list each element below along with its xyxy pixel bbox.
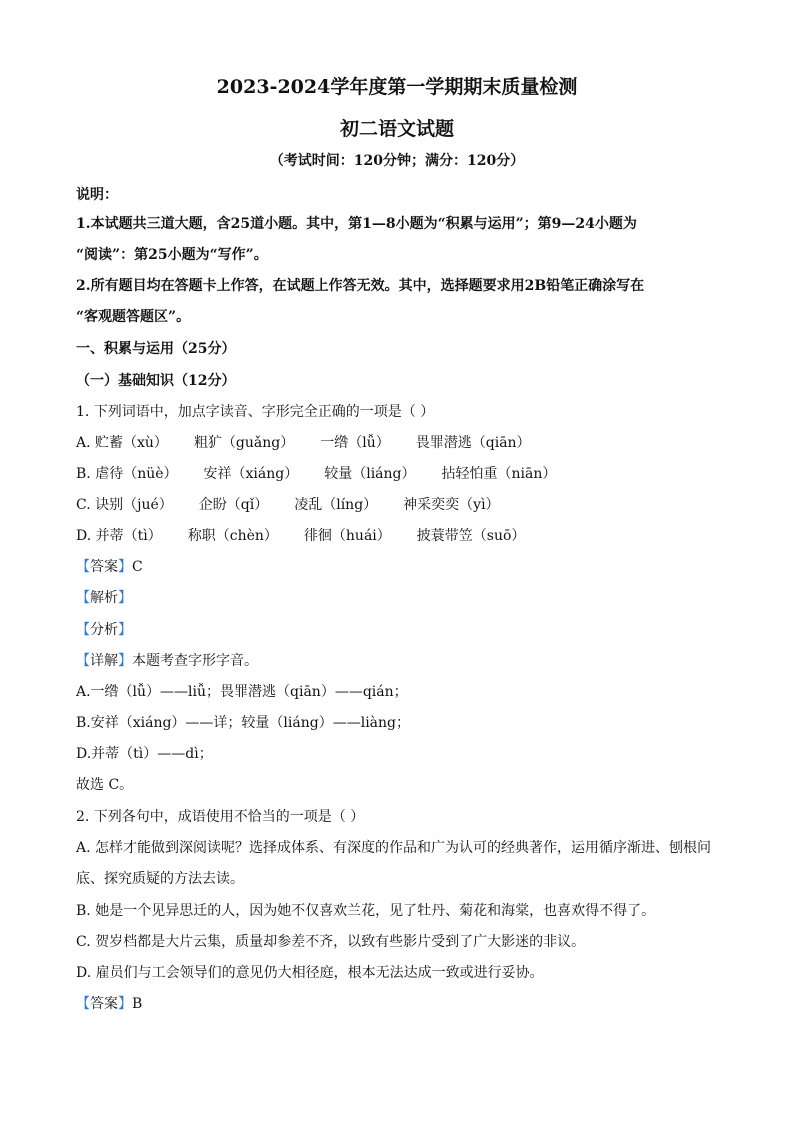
q1-option-a-4: 畏罪潜逃（qiān） [415, 435, 531, 451]
section1-heading: 一、积累与运用（25分） [76, 341, 236, 357]
q1-option-a-3: 一绺（lǚ） [320, 435, 390, 451]
notes-line2b: “客观题答题区”。 [76, 309, 191, 325]
q1-option-c-1: C. 诀别（jué） [76, 497, 173, 513]
q1-jiexi-label: 解析 [90, 590, 118, 606]
q1-xiangjie-text: 本题考查字形字音。 [132, 653, 258, 669]
q2-option-a-line2: 底、探究质疑的方法去读。 [76, 871, 244, 887]
q1-option-b-2: 安祥（xiáng） [203, 466, 299, 482]
q1-option-c-2: 企盼（qǐ） [198, 497, 269, 513]
q2-option-a-line1: A. 怎样才能做到深阅读呢？选择成体系、有深度的作品和广为认可的经典著作，运用循序渐进、刨根问 [76, 840, 712, 856]
q1-option-d-4: 披蓑带笠（suō） [416, 528, 526, 544]
q1-option-b-1: B. 虐待（nüè） [76, 466, 178, 482]
q1-explanation-b: B.安祥（xiáng）——详；较量（liáng）——liàng； [76, 715, 410, 731]
q1-option-a [76, 432, 557, 452]
q1-option-c-4: 神采奕奕（yì） [403, 497, 500, 513]
q2-answer: 【答案】B [76, 996, 143, 1012]
q1-jiexi: 【解析】 [76, 590, 132, 606]
exam-info: （考试时间：120分钟；满分：120分） [269, 153, 525, 169]
q1-fenxi-label: 分析 [90, 622, 118, 638]
exam-title: 2023-2024学年度第一学期期末质量检测 [216, 76, 578, 98]
q1-option-b [76, 463, 582, 483]
q1-fenxi: 【分析】 [76, 622, 132, 638]
q1-xiangjie: 【详解】本题考查字形字音。 [76, 653, 258, 669]
q1-explanation-d: D.并蒂（tì）——dì； [76, 746, 213, 762]
q1-option-a-1: A. 贮蓄（xù） [76, 435, 168, 451]
q1-explanation-a: A.一绺（lǚ）——liǚ；畏罪潜逃（qiān）——qián； [76, 684, 408, 700]
q1-option-b-4: 拈轻怕重（niān） [441, 466, 557, 482]
q1-option-b-3: 较量（liáng） [324, 466, 416, 482]
q2-answer-label: 答案 [90, 996, 118, 1012]
q1-option-d-3: 徘徊（huái） [303, 528, 391, 544]
q1-answer: 【答案】C [76, 559, 143, 575]
q1-conclusion: 故选 C。 [76, 777, 134, 793]
q1-option-d-1: D. 并蒂（tì） [76, 528, 162, 544]
q1-option-c [76, 494, 526, 514]
q2-option-b: B. 她是一个见异思迁的人，因为她不仅喜欢兰花，见了牡丹、菊花和海棠，也喜欢得不得了。 [76, 903, 656, 919]
q2-answer-value: B [132, 996, 143, 1012]
notes-label: 说明： [76, 187, 118, 203]
section1-sub: （一）基础知识（12分） [76, 373, 236, 389]
notes-line2a: 2.所有题目均在答题卡上作答，在试题上作答无效。其中，选择题要求用2B铅笔正确涂写在 [76, 278, 645, 294]
q1-xiangjie-label: 详解 [90, 653, 118, 669]
q1-option-d [76, 525, 551, 545]
q1-stem: 1. 下列词语中，加点字读音、字形完全正确的一项是（ ） [76, 404, 435, 420]
q2-option-d: D. 雇员们与工会领导们的意见仍大相径庭，根本无法达成一致或进行妥协。 [76, 965, 544, 981]
notes-line1a: 1.本试题共三道大题，含25道小题。其中，第1—8小题为“积累与运用”；第9—24小题为 [76, 216, 637, 232]
q1-option-a-2: 粗犷（guǎng） [193, 435, 295, 451]
q1-option-c-3: 凌乱（líng） [294, 497, 378, 513]
q1-answer-value: C [132, 559, 143, 575]
q1-answer-label: 答案 [90, 559, 118, 575]
exam-subject: 初二语文试题 [339, 118, 454, 140]
q2-option-c: C. 贺岁档都是大片云集，质量却参差不齐，以致有些影片受到了广大影迷的非议。 [76, 934, 586, 950]
q2-stem: 2. 下列各句中，成语使用不恰当的一项是（ ） [76, 809, 365, 825]
q1-option-d-2: 称职（chèn） [187, 528, 278, 544]
notes-line1b: “阅读”：第25小题为“写作”。 [76, 247, 268, 263]
